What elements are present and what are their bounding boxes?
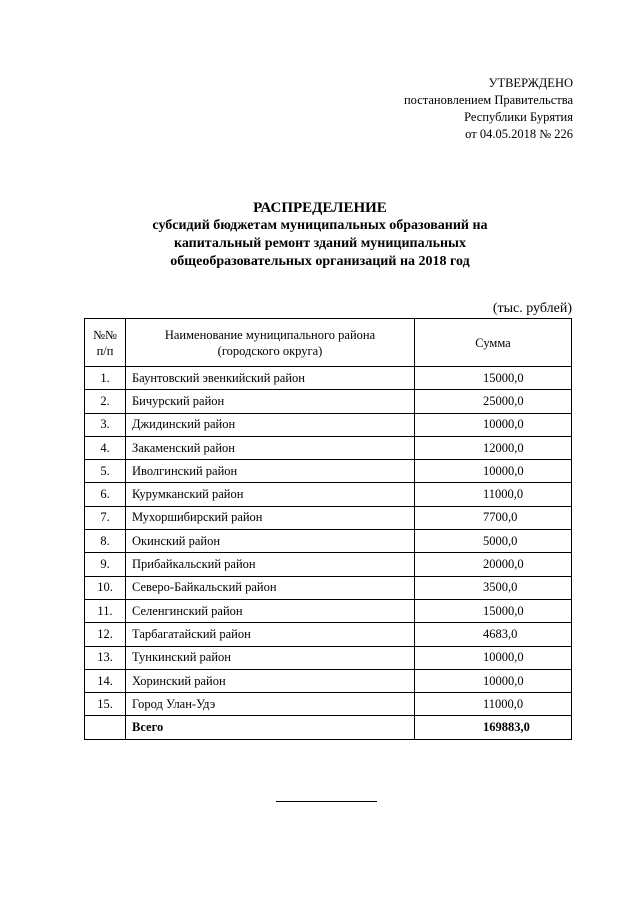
total-number-cell <box>85 716 126 739</box>
separator-line <box>276 801 377 802</box>
row-sum: 10000,0 <box>415 646 572 669</box>
table-row <box>85 483 572 506</box>
approval-stamp <box>404 75 573 143</box>
table-body <box>85 367 572 740</box>
row-number: 12. <box>85 623 126 646</box>
total-label: Всего <box>126 716 415 739</box>
row-sum: 11000,0 <box>415 483 572 506</box>
table-row <box>85 623 572 646</box>
row-district: Курумканский район <box>126 483 415 506</box>
header-number-line-1: №№ <box>93 327 117 342</box>
title-line-1: РАСПРЕДЕЛЕНИЕ <box>253 200 387 216</box>
row-number: 8. <box>85 530 126 553</box>
header-number-line-2: п/п <box>96 343 114 358</box>
row-sum: 12000,0 <box>415 436 572 459</box>
row-district: Северо-Байкальский район <box>126 576 415 599</box>
row-sum: 15000,0 <box>415 599 572 622</box>
row-district: Селенгинский район <box>126 599 415 622</box>
row-district: Джидинский район <box>126 413 415 436</box>
table-row <box>85 367 572 390</box>
row-sum: 20000,0 <box>415 553 572 576</box>
row-number: 3. <box>85 413 126 436</box>
row-number: 10. <box>85 576 126 599</box>
row-sum: 10000,0 <box>415 460 572 483</box>
row-number: 7. <box>85 506 126 529</box>
table-row <box>85 576 572 599</box>
row-number: 15. <box>85 693 126 716</box>
row-number: 14. <box>85 669 126 692</box>
row-sum: 10000,0 <box>415 669 572 692</box>
distribution-table <box>84 318 572 740</box>
table-row <box>85 693 572 716</box>
approval-date-number: от 04.05.2018 № 226 <box>465 127 573 141</box>
row-sum: 10000,0 <box>415 413 572 436</box>
row-number: 9. <box>85 553 126 576</box>
title-line-4: общеобразовательных организаций на 2018 год <box>170 254 470 269</box>
row-number: 2. <box>85 390 126 413</box>
header-name-line-2: (городского округа) <box>217 343 323 358</box>
title-line-2: субсидий бюджетам муниципальных образований на <box>152 218 488 233</box>
table-row <box>85 553 572 576</box>
header-name-line-1: Наименование муниципального района <box>164 327 376 342</box>
row-sum: 7700,0 <box>415 506 572 529</box>
title-line-3: капитальный ремонт зданий муниципальных <box>174 236 466 251</box>
row-number: 4. <box>85 436 126 459</box>
row-number: 6. <box>85 483 126 506</box>
approval-title: УТВЕРЖДЕНО <box>488 76 573 90</box>
row-district: Бичурский район <box>126 390 415 413</box>
table-row <box>85 669 572 692</box>
row-sum: 3500,0 <box>415 576 572 599</box>
table-row <box>85 390 572 413</box>
header-number <box>85 319 126 367</box>
table-row <box>85 413 572 436</box>
row-sum: 5000,0 <box>415 530 572 553</box>
total-sum: 169883,0 <box>415 716 572 739</box>
row-sum: 15000,0 <box>415 367 572 390</box>
table-row <box>85 436 572 459</box>
row-sum: 25000,0 <box>415 390 572 413</box>
row-district: Баунтовский эвенкийский район <box>126 367 415 390</box>
units-label: (тыс. рублей) <box>492 301 572 316</box>
header-sum: Сумма <box>415 319 572 367</box>
table-row <box>85 506 572 529</box>
row-sum: 4683,0 <box>415 623 572 646</box>
table-row <box>85 460 572 483</box>
row-number: 11. <box>85 599 126 622</box>
row-number: 5. <box>85 460 126 483</box>
row-sum: 11000,0 <box>415 693 572 716</box>
row-district: Мухоршибирский район <box>126 506 415 529</box>
row-number: 13. <box>85 646 126 669</box>
row-district: Окинский район <box>126 530 415 553</box>
row-district: Город Улан-Удэ <box>126 693 415 716</box>
approval-republic: Республики Бурятия <box>464 110 573 124</box>
table-row <box>85 530 572 553</box>
row-district: Закаменский район <box>126 436 415 459</box>
row-number: 1. <box>85 367 126 390</box>
table-header-row <box>85 319 572 367</box>
row-district: Тарбагатайский район <box>126 623 415 646</box>
row-district: Прибайкальский район <box>126 553 415 576</box>
approval-resolution: постановлением Правительства <box>403 93 573 107</box>
row-district: Хоринский район <box>126 669 415 692</box>
header-name <box>126 319 415 367</box>
total-row <box>85 716 572 739</box>
row-district: Тункинский район <box>126 646 415 669</box>
table-row <box>85 599 572 622</box>
document-title <box>0 199 640 271</box>
table-row <box>85 646 572 669</box>
row-district: Иволгинский район <box>126 460 415 483</box>
